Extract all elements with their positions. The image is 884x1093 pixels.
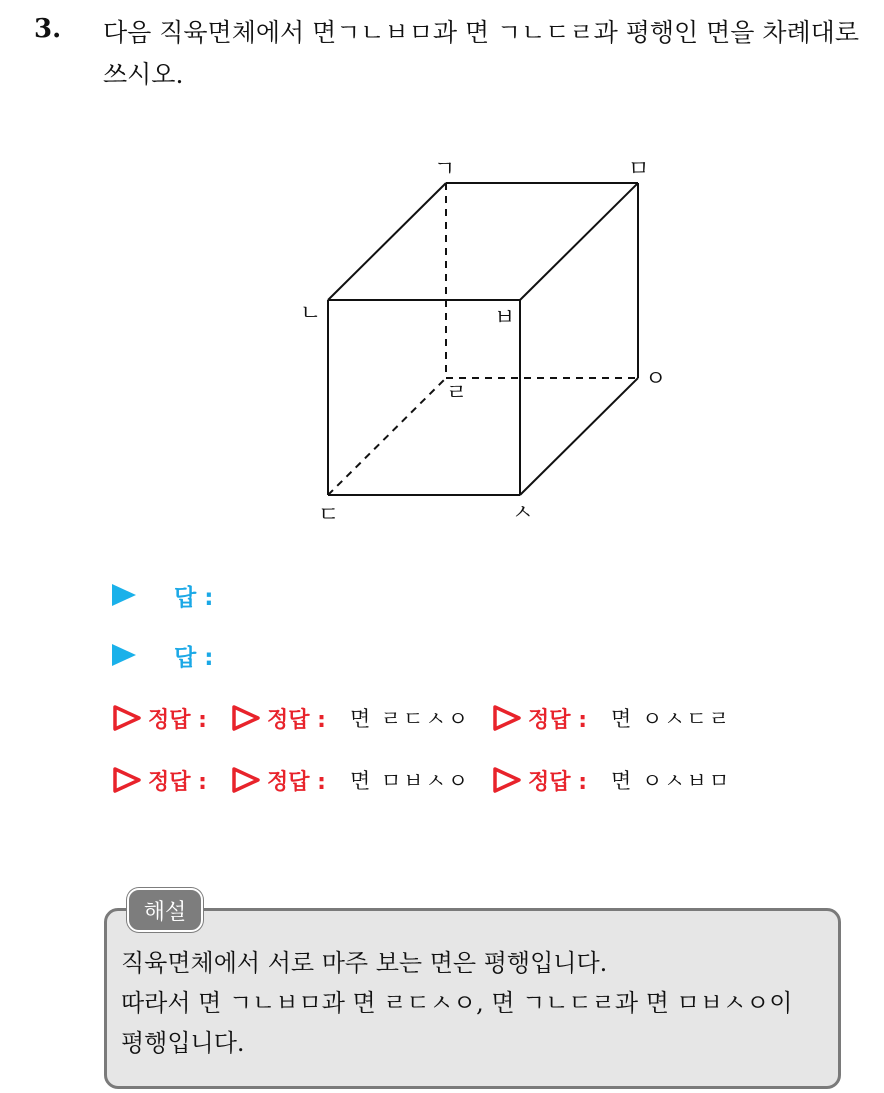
hidden-edge-d-r xyxy=(328,378,446,495)
vertex-label-d: ㄷ xyxy=(318,503,340,528)
correct-label: 정답 : xyxy=(148,707,207,733)
answer-value: 면 ㅇㅅㅂㅁ xyxy=(611,769,732,793)
red-triangle-outline-icon xyxy=(492,704,522,732)
vertex-label-o: ㅇ xyxy=(645,367,667,392)
vertex-label-s: ㅅ xyxy=(512,501,534,526)
correct-answer-row-1 xyxy=(112,698,753,738)
correct-item xyxy=(492,765,601,796)
red-triangle-outline-icon xyxy=(231,766,261,794)
answer-value: 면 ㄹㄷㅅㅇ xyxy=(349,707,471,731)
correct-label: 정답 : xyxy=(148,769,207,795)
edge-n-g xyxy=(328,183,446,300)
red-triangle-outline-icon xyxy=(492,766,522,794)
edge-s-o xyxy=(520,378,638,495)
correct-item xyxy=(112,703,221,734)
red-triangle-outline-icon xyxy=(112,766,142,794)
answer-blank-row-2 xyxy=(112,635,213,675)
vertex-label-r: ㄹ xyxy=(446,381,468,406)
question-number: 3. xyxy=(34,14,62,44)
correct-label: 정답 : xyxy=(528,707,588,733)
explanation-tag: 해설 xyxy=(127,888,203,932)
correct-answer-row-2 xyxy=(112,760,753,800)
correct-item xyxy=(231,703,340,734)
blue-triangle-icon xyxy=(112,644,136,666)
red-triangle-outline-icon xyxy=(112,704,142,732)
red-triangle-outline-icon xyxy=(231,704,261,732)
question-text: 다음 직육면체에서 면ㄱㄴㅂㅁ과 면 ㄱㄴㄷㄹ과 평행인 면을 차례대로 쓰시오. xyxy=(103,18,859,89)
correct-label: 정답 : xyxy=(528,769,588,795)
answer-label: 답 : xyxy=(174,644,214,671)
edge-b-m xyxy=(520,183,638,300)
explanation-line: 따라서 면 ㄱㄴㅂㅁ과 면 ㄹㄷㅅㅇ, 면 ㄱㄴㄷㄹ과 면 ㅁㅂㅅㅇ이 xyxy=(121,989,793,1017)
answer-value: 면 ㅁㅂㅅㅇ xyxy=(349,769,471,793)
correct-item xyxy=(112,765,221,796)
explanation-line: 직육면체에서 서로 마주 보는 면은 평행입니다. xyxy=(121,949,608,977)
vertex-label-n: ㄴ xyxy=(300,301,322,326)
answer-label: 답 : xyxy=(174,584,214,611)
correct-item xyxy=(492,703,601,734)
answer-value: 면 ㅇㅅㄷㄹ xyxy=(611,707,732,731)
vertex-label-m: ㅁ xyxy=(628,157,650,182)
vertex-label-b: ㅂ xyxy=(494,306,516,331)
correct-label: 정답 : xyxy=(266,769,326,795)
vertex-label-g: ㄱ xyxy=(434,157,456,182)
correct-item xyxy=(231,765,340,796)
answer-blank-row-1 xyxy=(112,575,213,615)
correct-label: 정답 : xyxy=(266,707,326,733)
blue-triangle-icon xyxy=(112,584,136,606)
explanation-text xyxy=(121,943,831,1063)
explanation-line: 평행입니다. xyxy=(121,1029,245,1057)
